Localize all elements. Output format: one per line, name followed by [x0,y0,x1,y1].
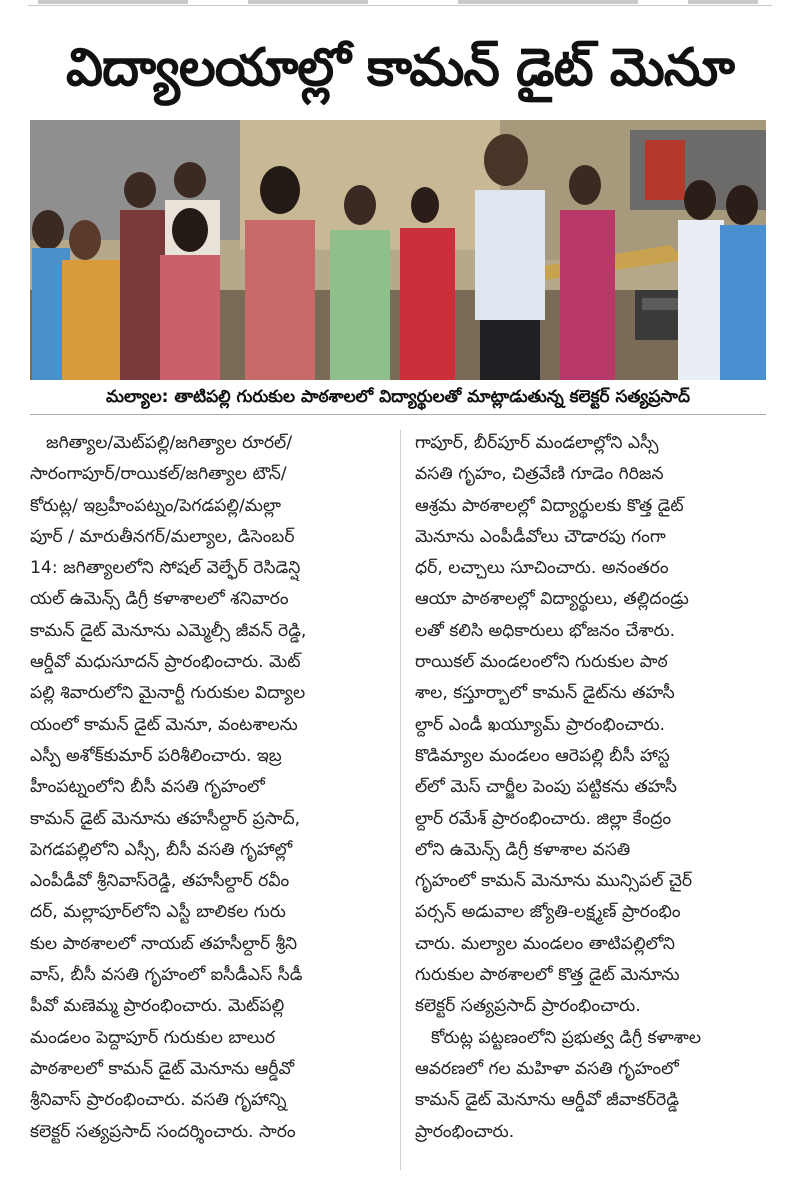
text-line: వాస్, బీసీ వసతి గృహంలో ఐసీడీఎస్ సీడీ [30,965,303,986]
text-line: ఆయా పాఠశాలల్లో విద్యార్థులు, తల్లిదండ్రు [415,589,689,610]
column-divider [400,430,401,1170]
text-line: కుల పాఠశాలలో నాయబ్ తహసీల్దార్ శ్రీని [30,933,298,954]
text-line: శ్రీనివాస్ ప్రారంభించారు. వసతి గృహాన్ని [30,1090,287,1111]
news-photo [30,120,766,380]
text-line: పూర్ / మారుతీనగర్/మల్యాల, డిసెంబర్ [30,526,295,547]
text-line: కోరుట్ల పట్టణంలోని ప్రభుత్వ డిగ్రీ కళాశాల [431,1027,702,1048]
text-line: ప్రారంభించారు. [415,1121,515,1142]
article-column-left [30,428,385,1148]
text-line: దర్, మల్లాపూర్‌లోని ఎస్టీ బాలికల గురు [30,902,286,923]
text-line: గాపూర్, బీర్‌పూర్ మండలాల్లోని ఎస్సీ [415,433,659,453]
text-line: పెగడపల్లిలోని ఎస్సీ, బీసీ వసతి గృహాల్లో [30,839,293,860]
text-line: సారంగాపూర్/రాయికల్/జగిత్యాల టౌన్/ [30,464,287,485]
text-line: ఆర్డీవో మధుసూదన్ ప్రారంభించారు. మెట్‌ [30,652,301,673]
text-line: కలెక్టర్ సత్యప్రసాద్ సందర్శించారు. సారం [30,1121,296,1142]
text-line: యంలో కామన్ డైట్ మెనూ, వంటశాలను [30,714,298,735]
text-line: ల్దార్ ఎండీ ఖయ్యూమ్ ప్రారంభించారు. [415,714,666,735]
text-line: పల్లి శివారులోని మైనార్టీ గురుకుల విద్యాల [30,683,306,704]
text-line: 14: జగిత్యాలలోని సోషల్ వెల్ఫేర్ రెసిడెన్షి [30,558,301,579]
top-border [28,0,772,6]
text-line: శాల, కస్తూర్బాలో కామన్ డైట్‌ను తహసీ [415,683,675,704]
text-line: గురుకుల పాఠశాలలో కొత్త డైట్ మెనూను [415,965,680,986]
text-line: వసతి గృహం, చిత్రవేణి గూడెం గిరిజన [415,464,664,485]
text-line: మెనూను ఎంపీడీవోలు చౌడారపు గంగా [415,526,666,547]
text-line: చారు. మల్యాల మండలం తాటిపల్లిలోని [415,933,675,954]
text-line: కామన్ డైట్ మెనూను ఆర్డీవో జీవాకర్‌రెడ్డి [415,1090,679,1111]
text-line: లోని ఉమెన్స్ డిగ్రీ కళాశాల వసతి [415,839,631,860]
text-line: మండలం పెద్దాపూర్ గురుకుల బాలుర [30,1027,276,1048]
text-line: ధర్, లచ్చాలు సూచించారు. అనంతరం [415,558,669,579]
text-line: ఎంపీడీవో శ్రీనివాస్‌రెడ్డి, తహసీల్దార్ రవీం [30,871,290,892]
text-line: జగిత్యాల/మెట్‌పల్లి/జగిత్యాల రూరల్/ [46,433,293,453]
text-line: లతో కలిసి అధికారులు భోజనం చేశారు. [415,620,676,641]
headline: విద్యాలయాల్లో కామన్ డైట్ మెనూ [66,38,734,98]
text-line: కామన్ డైట్ మెనూను తహసీల్దార్ ప్రసాద్, [30,808,301,829]
article-column-right [415,428,770,1148]
text-line: పర్సన్ అడువాల జ్యోతి-లక్ష్మణ్ ప్రారంభిం [415,902,681,923]
text-line: కలెక్టర్ సత్యప్రసాద్ ప్రారంభించారు. [415,996,641,1017]
text-line: హీంపట్నంలోని బీసీ వసతి గృహంలో [30,777,265,798]
text-line: కొడిమ్యాల మండలం ఆరెపల్లి బీసీ హాస్ట [415,745,670,766]
text-line: ల్దార్ రమేశ్ ప్రారంభించారు. జిల్లా కేంద్రం [415,808,672,829]
text-line: కామన్ డైట్ మెనూను ఎమ్మెల్సీ జీవన్ రెడ్డి, [30,620,307,641]
text-line: యల్ ఉమెన్స్ డిగ్రీ కళాశాలలో శనివారం [30,589,289,610]
text-line: ఎస్పీ అశోక్‌కుమార్ పరిశీలించారు. ఇబ్ర [30,745,282,766]
caption-rule [30,414,766,415]
text-line: ఆవరణలో గల మహిళా వసతి గృహంలో [415,1058,679,1079]
text-line: గృహంలో కామన్ మెనూను మున్సిపల్ చైర్ [415,871,693,892]
text-line: కోరుట్ల/ ఇబ్రహీంపట్నం/పెగడపల్లి/మల్లా [30,495,281,516]
photo-caption: మల్యాల: తాటిపల్లి గురుకుల పాఠశాలలో విద్యార్థులతో మాట్లాడుతున్న కలెక్టర్ సత్యప్రసాద్ [106,387,690,407]
text-line: ఆశ్రమ పాఠశాలల్లో విద్యార్థులకు కొత్త డైట్ [415,495,684,516]
text-line: రాయికల్ మండలంలోని గురుకుల పాఠ [415,652,668,673]
text-line: ల్‌లో మెస్ చార్జీల పెంపు పట్టికను తహసీ [415,777,677,798]
text-line: పీవో మణెమ్మ ప్రారంభించారు. మెట్‌పల్లి [30,996,285,1017]
text-line: పాఠశాలలో కామన్ డైట్ మెనూను ఆర్డీవో [30,1058,295,1079]
